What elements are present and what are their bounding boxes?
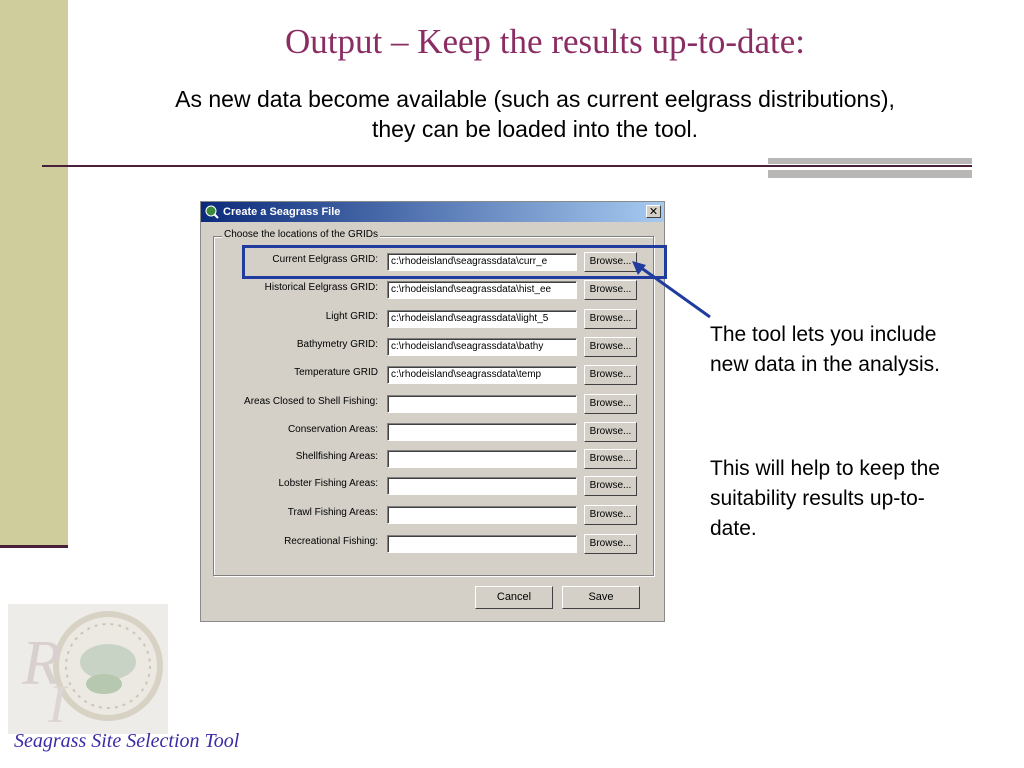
save-button[interactable]: Save: [562, 586, 640, 609]
header-divider-accent: [768, 158, 972, 164]
current-eelgrass-input[interactable]: c:\rhodeisland\seagrassdata\curr_e: [387, 253, 577, 271]
slide-subtitle: [80, 84, 990, 144]
footer-title: Seagrass Site Selection Tool: [14, 730, 240, 752]
field-label: Current Eelgrass GRID:: [272, 254, 378, 265]
row-trawl: [201, 504, 666, 526]
browse-button[interactable]: Browse...: [584, 476, 637, 496]
recreational-fishing-input[interactable]: [387, 535, 577, 553]
historical-eelgrass-input[interactable]: c:\rhodeisland\seagrassdata\hist_ee: [387, 281, 577, 299]
trawl-fishing-input[interactable]: [387, 506, 577, 524]
subtitle-line-2: they can be loaded into the tool.: [371, 116, 699, 142]
field-label: Light GRID:: [325, 311, 378, 322]
dialog-title: Create a Seagrass File: [223, 206, 341, 218]
header-divider: [42, 165, 972, 167]
slide-title: Output – Keep the results up-to-date:: [284, 22, 805, 61]
light-grid-input[interactable]: c:\rhodeisland\seagrassdata\light_5: [387, 310, 577, 328]
subtitle-line-1: As new data become available (such as current eelgrass distributions),: [175, 86, 895, 112]
browse-button[interactable]: Browse...: [584, 505, 637, 525]
dialog-title-bar[interactable]: [201, 202, 664, 222]
callout-arrow-icon: [620, 255, 720, 325]
svg-text:I: I: [48, 674, 66, 734]
conservation-areas-input[interactable]: [387, 423, 577, 441]
closed-shellfishing-input[interactable]: [387, 395, 577, 413]
side-note-1: The tool lets you include new data in the analysis.: [710, 323, 940, 376]
row-recreational: [201, 533, 666, 555]
row-shellfishing: [201, 448, 666, 470]
browse-button[interactable]: Browse...: [584, 309, 637, 329]
field-label: Temperature GRID: [294, 367, 378, 378]
svg-text:R: R: [22, 627, 62, 698]
accent-bar-divider: [0, 545, 68, 548]
accent-bar: [0, 0, 68, 548]
browse-button[interactable]: Browse...: [584, 449, 637, 469]
group-label: Choose the locations of the GRIDs: [224, 229, 378, 240]
row-conservation: [201, 421, 666, 443]
temperature-grid-input[interactable]: c:\rhodeisland\seagrassdata\temp: [387, 366, 577, 384]
header-divider-accent-lower: [768, 170, 972, 178]
field-label: Recreational Fishing:: [284, 536, 378, 547]
field-label: Lobster Fishing Areas:: [278, 478, 378, 489]
side-note-2: This will help to keep the suitability results up-to-date.: [710, 457, 940, 540]
browse-button[interactable]: Browse...: [584, 337, 637, 357]
browse-button[interactable]: Browse...: [584, 394, 637, 414]
close-icon: ✕: [648, 206, 659, 218]
row-closed-shellfishing: [201, 393, 666, 415]
row-historical-eelgrass: [201, 279, 666, 301]
row-light: [201, 308, 666, 330]
browse-button[interactable]: Browse...: [584, 365, 637, 385]
field-label: Conservation Areas:: [287, 424, 378, 435]
shellfishing-areas-input[interactable]: [387, 450, 577, 468]
row-lobster: [201, 475, 666, 497]
row-temperature: [201, 364, 666, 386]
highlight-box: [242, 245, 667, 279]
lobster-fishing-input[interactable]: [387, 477, 577, 495]
cancel-button[interactable]: Cancel: [475, 586, 553, 609]
browse-button[interactable]: Browse...: [584, 252, 637, 272]
row-bathymetry: [201, 336, 666, 358]
field-label: Areas Closed to Shell Fishing:: [244, 396, 378, 407]
browse-button[interactable]: Browse...: [584, 534, 637, 554]
logo-emblem-icon: [8, 604, 168, 734]
logo: [8, 604, 168, 734]
field-label: Historical Eelgrass GRID:: [264, 282, 378, 293]
field-label: Trawl Fishing Areas:: [287, 507, 378, 518]
bathymetry-grid-input[interactable]: c:\rhodeisland\seagrassdata\bathy: [387, 338, 577, 356]
field-label: Shellfishing Areas:: [295, 451, 378, 462]
browse-button[interactable]: Browse...: [584, 422, 637, 442]
globe-search-icon: [205, 205, 219, 219]
close-button[interactable]: [646, 205, 661, 218]
browse-button[interactable]: Browse...: [584, 280, 637, 300]
field-label: Bathymetry GRID:: [296, 339, 378, 350]
